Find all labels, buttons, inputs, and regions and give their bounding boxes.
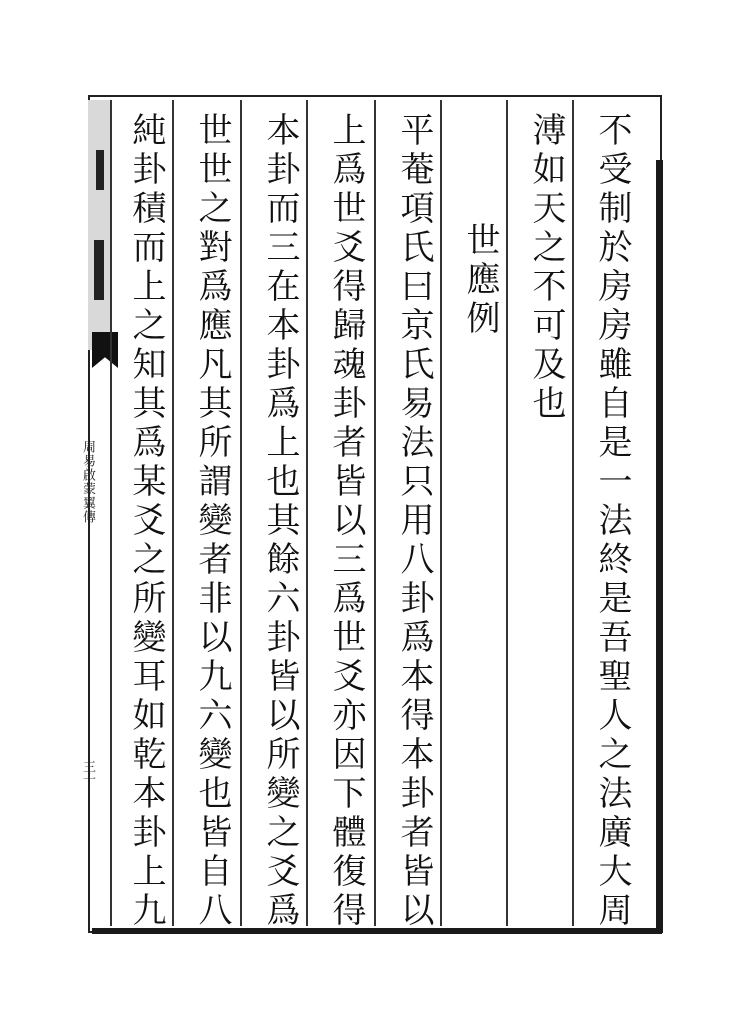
text-column-6: 本卦而三在本卦爲上也其餘六卦皆以所變之爻爲 <box>260 112 300 931</box>
column-rule <box>506 100 508 926</box>
frame-border-bottom <box>92 928 662 934</box>
text-column-2: 溥如天之不可及也 <box>526 112 566 424</box>
banxin-page-number: 三十 <box>80 760 95 786</box>
scan-artifact <box>96 150 104 190</box>
banxin-title: 周易啟蒙翼傳 <box>80 440 95 524</box>
text-column-4: 平菴項氏曰京氏易法只用八卦爲本得本卦者皆以 <box>394 112 434 931</box>
column-rule <box>306 100 308 926</box>
column-rule <box>572 100 574 926</box>
section-heading: 世應例 <box>460 222 500 339</box>
column-rule <box>440 100 442 926</box>
banxin-strip <box>88 100 110 350</box>
scan-artifact <box>94 240 104 300</box>
text-column-5: 上爲世爻得歸魂卦者皆以三爲世爻亦因下體復得 <box>326 112 366 931</box>
text-column-1: 不受制於房房雖自是一法終是吾聖人之法廣大周 <box>592 112 632 931</box>
text-column-7: 世世之對爲應凡其所謂變者非以九六變也皆自八 <box>192 112 232 931</box>
text-column-8: 純卦積而上之知其爲某爻之所變耳如乾本卦上九 <box>126 112 166 931</box>
column-rule <box>240 100 242 926</box>
column-rule <box>172 100 174 926</box>
column-rule <box>374 100 376 926</box>
frame-border-right <box>656 160 663 933</box>
column-rule <box>110 100 112 926</box>
